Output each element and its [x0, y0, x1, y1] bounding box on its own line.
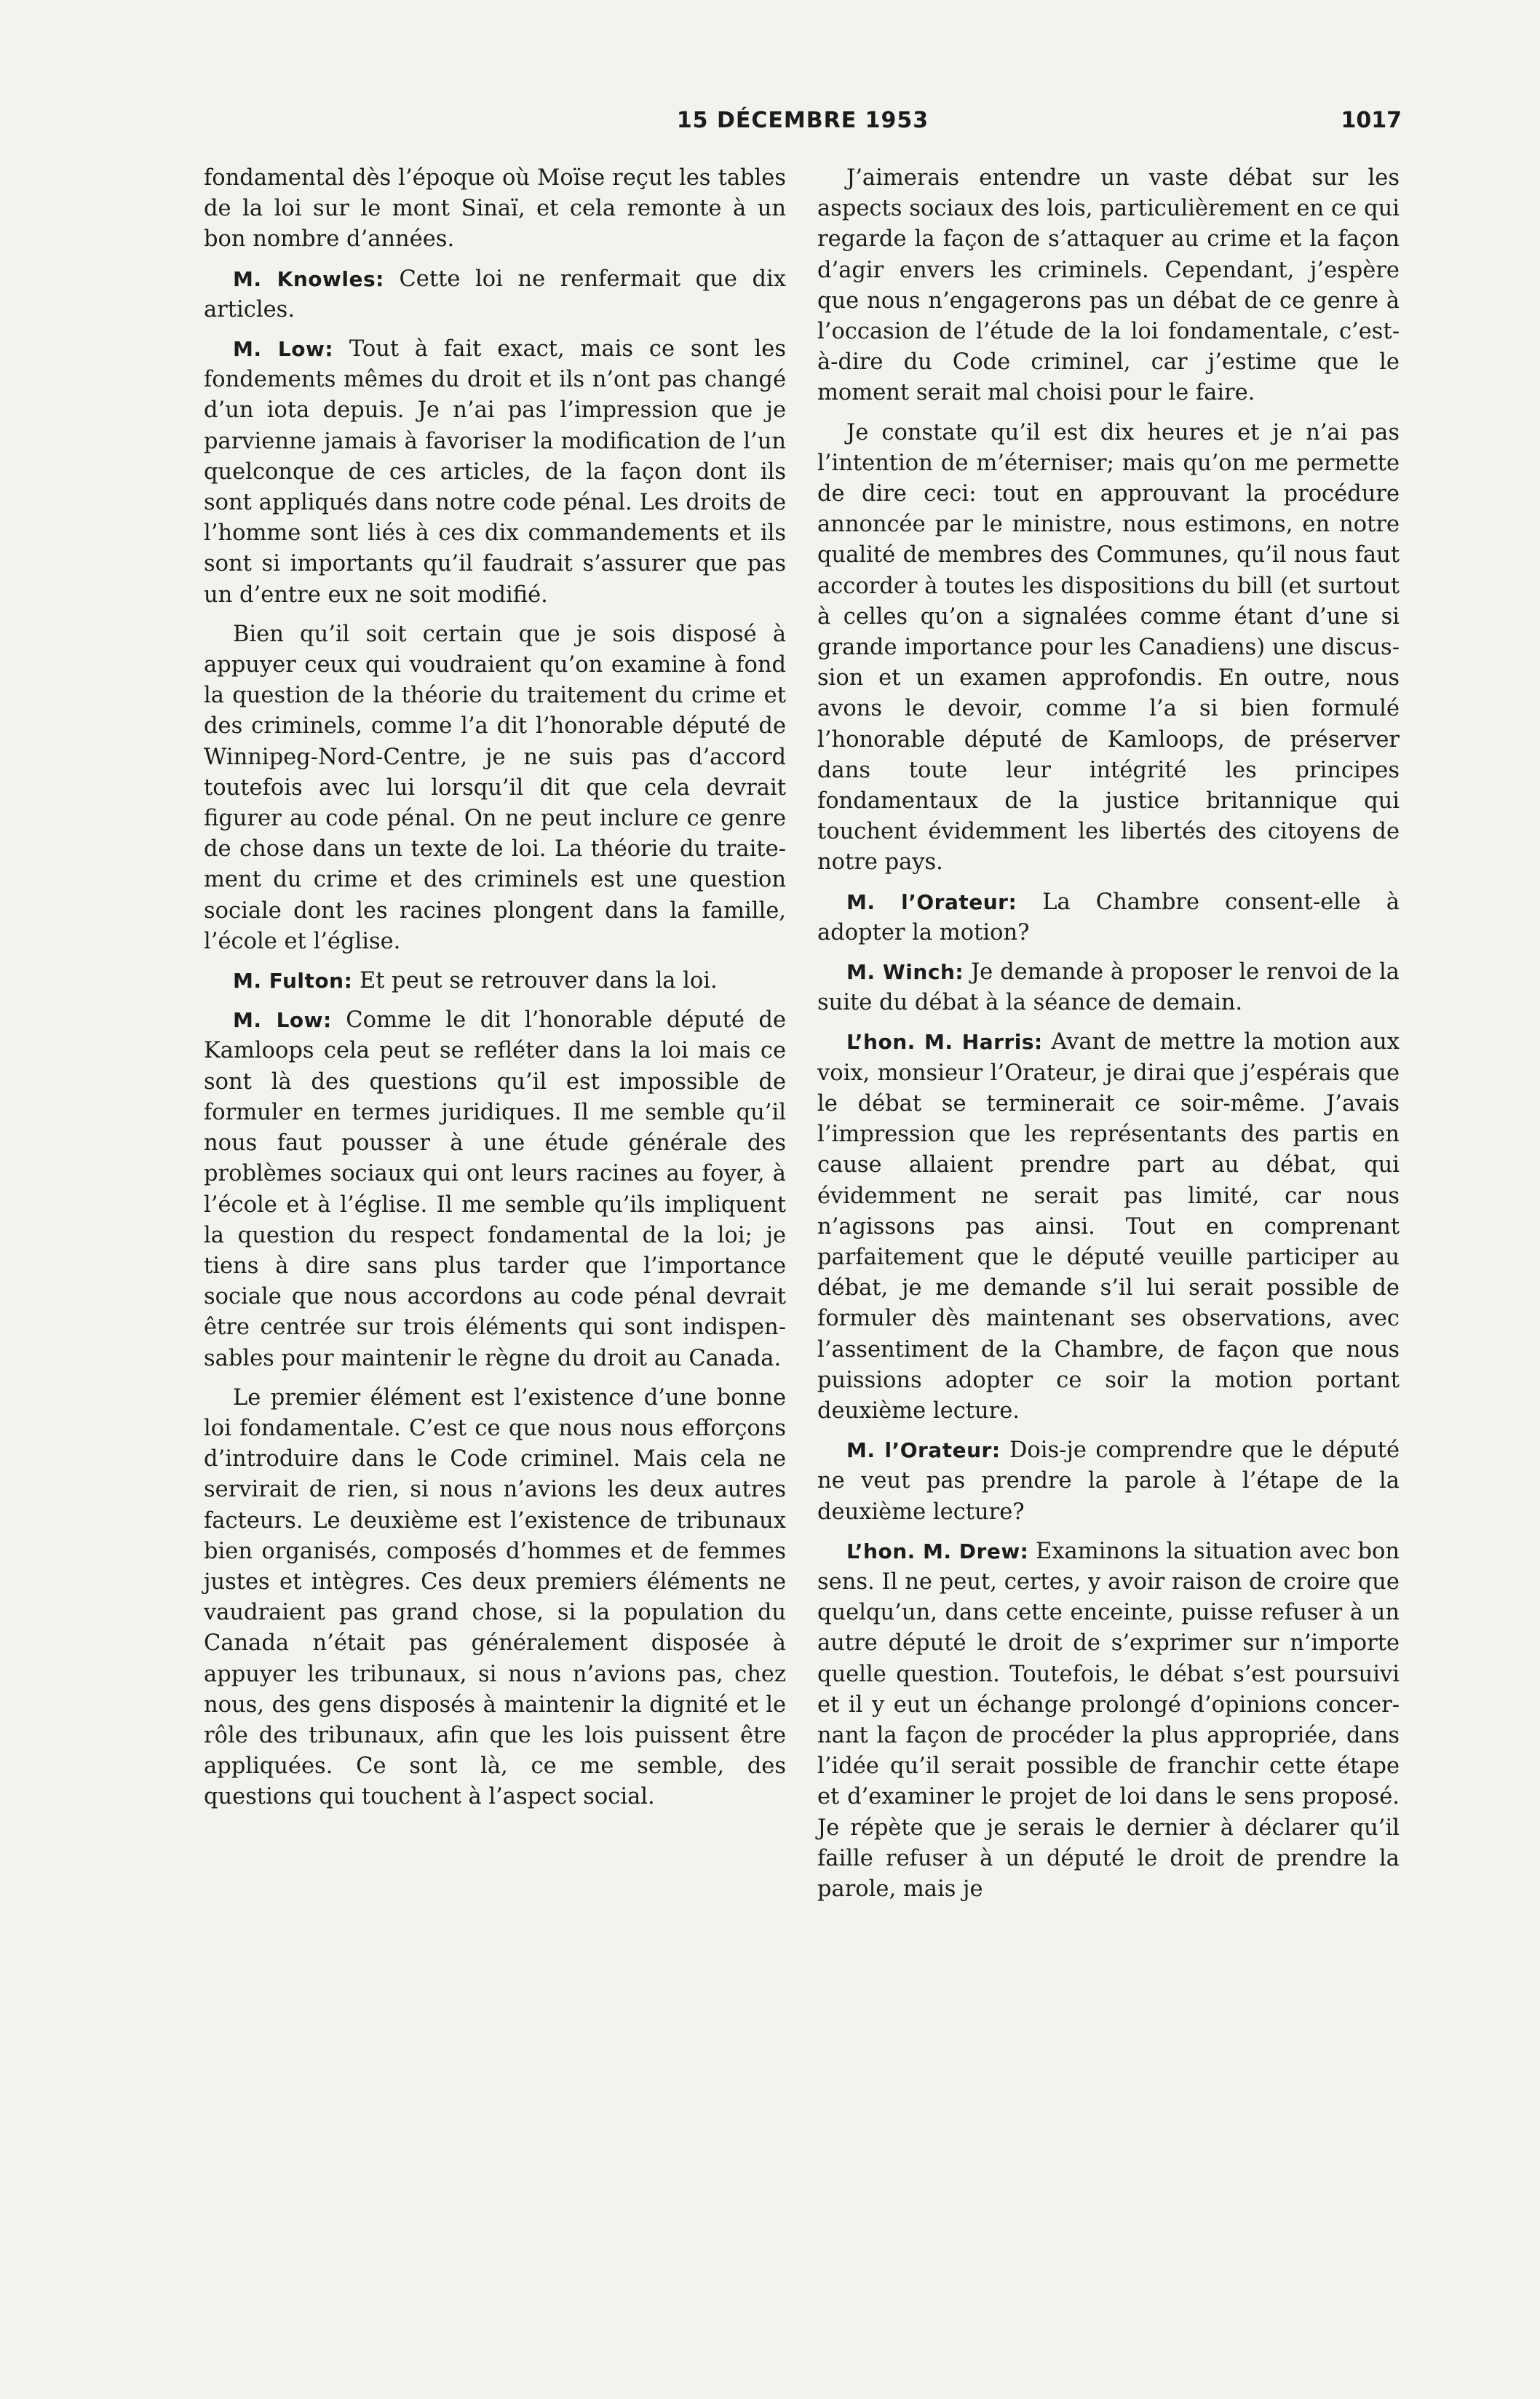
header-date: 15 DÉCEMBRE 1953: [676, 108, 929, 133]
page-header: [204, 108, 1402, 141]
paragraph: [817, 163, 1400, 409]
speaker-name: M. Winch:: [846, 960, 964, 985]
page-number: 1017: [1341, 108, 1402, 133]
paragraph: [204, 334, 786, 611]
paragraph-text: Examinons la situation avec bon sens. Il ne peut, certes, y avoir raison de croire que quelqu’un, dans cette enceinte, puisse refuser à un autre député le droit de s’exprimer sur n’importe quelle question. Toutefois, le débat s’est poursuivi et il y eut un échange prolongé d’opinions concernant la façon de procéder la plus appropriée, dans l’idée qu’il serait possible de franchir cette étape et d’examiner le projet de loi dans le sens proposé. Je répète que je serais le dernier à déclarer qu’il faille refuser à un député le droit de prendre la parole, mais je: [817, 1538, 1400, 1902]
paragraph-text: La Chambre consent-elle à adopter la motion?: [817, 889, 1400, 945]
paragraph: [817, 887, 1400, 948]
speaker-name: M. Low:: [233, 337, 334, 362]
speaker-name: M. l’Orateur:: [846, 1438, 1001, 1463]
paragraph: [204, 264, 786, 325]
paragraph-text: fondamental dès l’époque où Moïse reçut les tables de la loi sur le mont Sinaï, et cela remonte à un bon nombre d’années.: [204, 165, 786, 253]
paragraph-text: Dois-je comprendre que le député ne veut pas prendre la parole à l’étape de la deuxième lecture?: [817, 1438, 1400, 1525]
paragraph-text: J’aimerais entendre un vaste débat sur les aspects sociaux des lois, particulièrement en ce qui regarde la façon de s’attaquer au crime et la façon d’agir envers les criminels. Cependant, j’espère que nous n’engagerons pas un débat de ce genre à l’occasion de l’étude de la loi fondamentale, c’est-à-dire du Code criminel, car j’estime que le moment serait mal choisi pour le faire.: [817, 165, 1400, 406]
paragraph: [204, 619, 786, 957]
paragraph: [817, 1435, 1400, 1528]
paragraph-text: Comme le dit l’honorable député de Kamloops cela peut se refléter dans la loi mais ce sont là des questions qu’il est impossible de formuler en termes juridiques. Il me semble qu’il nous faut pousser à une étude générale des problèmes sociaux qui ont leurs racines au foyer, à l’école et à l’église. Il me semble qu’ils impliquent la question du respect fondamental de la loi; je tiens à dire sans plus tarder que l’importance sociale que nous accordons au code pénal devrait être centrée sur trois éléments qui sont indispensables pour maintenir le règne du droit au Canada.: [204, 1007, 787, 1371]
speaker-name: M. Low:: [233, 1008, 332, 1033]
paragraph-text: Cette loi ne renfermait que dix articles.: [204, 266, 786, 322]
paragraph-text: Je demande à proposer le renvoi de la suite du débat à la séance de demain.: [817, 959, 1400, 1016]
paragraph-text: Tout à fait exact, mais ce sont les fondements mêmes du droit et ils n’ont pas changé d’un iota depuis. Je n’ai pas l’impression que je parvienne jamais à favoriser la modification de l’un quelconque de ces articles, de la façon dont ils sont appliqués dans notre code pénal. Les droits de l’homme sont liés à ces dix commandements et ils sont si importants qu’il faudrait s’assurer que pas un d’entre eux ne soit modifié.: [204, 336, 787, 608]
paragraph-text: Bien qu’il soit certain que je sois disposé à appuyer ceux qui voudraient qu’on examine à fond la question de la théorie du traitement du crime et des criminels, comme l’a dit l’honorable député de Winnipeg-Nord-Centre, je ne suis pas d’accord toutefois avec lui lorsqu’il dit que cela devrait figurer au code pénal. On ne peut inclure ce genre de chose dans un texte de loi. La théorie du traitement du crime et des criminels est une question sociale dont les racines plongent dans la famille, l’école et l’église.: [204, 621, 786, 954]
paragraph-text: Le premier élément est l’existence d’une bonne loi fondamentale. C’est ce que nous nous efforçons d’introduire dans le Code criminel. Mais cela ne servirait de rien, si nous n’avions les deux autres facteurs. Le deuxième est l’existence de tribunaux bien organisés, composés d’hommes et de femmes justes et intègres. Ces deux premiers éléments ne vaudraient pas grand chose, si la population du Canada n’était pas généralement disposée à appuyer les tribunaux, si nous n’avions pas, chez nous, des gens disposés à maintenir la dignité et le rôle des tribunaux, afin que les lois puissent être appliquées. Ce sont là, ce me semble, des questions qui touchent à l’aspect social.: [204, 1384, 786, 1810]
speaker-name: M. Knowles:: [233, 266, 384, 291]
speaker-name: M. Fulton:: [233, 969, 353, 994]
paragraph-text: Je constate qu’il est dix heures et je n’ai pas l’intention de m’éterniser; mais qu’on me permette de dire ceci: tout en approuvant la procédure annoncée par le ministre, nous estimons, en notre qualité de membres des Communes, qu’il nous faut accorder à toutes les dispositions du bill (et surtout à celles qu’on a signalées comme étant d’une si grande importance pour les Canadiens) une discussion et un examen approfondis. En outre, nous avons le devoir, comme l’a si bien formulé l’honorable député de Kamloops, de préserver dans toute leur intégrité les principes fondamentaux de la justice britannique qui touchent évidemment les libertés des citoyens de notre pays.: [817, 419, 1400, 876]
paragraph: [817, 957, 1400, 1018]
left-column: [204, 163, 786, 1822]
paragraph: [204, 1005, 786, 1373]
right-column: [817, 163, 1400, 1914]
speaker-name: M. l’Orateur:: [846, 889, 1017, 914]
paragraph-text: Et peut se retrouver dans la loi.: [352, 968, 718, 994]
speaker-name: L’hon. M. Drew:: [846, 1539, 1029, 1563]
paragraph: [204, 163, 786, 255]
speaker-name: L’hon. M. Harris:: [846, 1030, 1043, 1055]
paragraph: [817, 1027, 1400, 1427]
paragraph: [817, 418, 1400, 879]
paragraph: [204, 1383, 786, 1813]
paragraph: [817, 1536, 1400, 1905]
paragraph-text: Avant de mettre la motion aux voix, monsieur l’Orateur, je dirai que j’espérais que le débat se terminerait ce soir-même. J’avais l’impression que les représentants des partis en cause allaient prendre part au débat, qui évidemment ne serait pas limité, car nous n’agissons pas ainsi. Tout en comprenant parfaitement que le député veuille participer au débat, je me demande s’il lui serait possible de formuler dès maintenant ses observations, avec l’assentiment de la Chambre, de façon que nous puissions adopter ce soir la motion portant deuxième lecture.: [817, 1029, 1400, 1424]
paragraph: [204, 966, 786, 996]
